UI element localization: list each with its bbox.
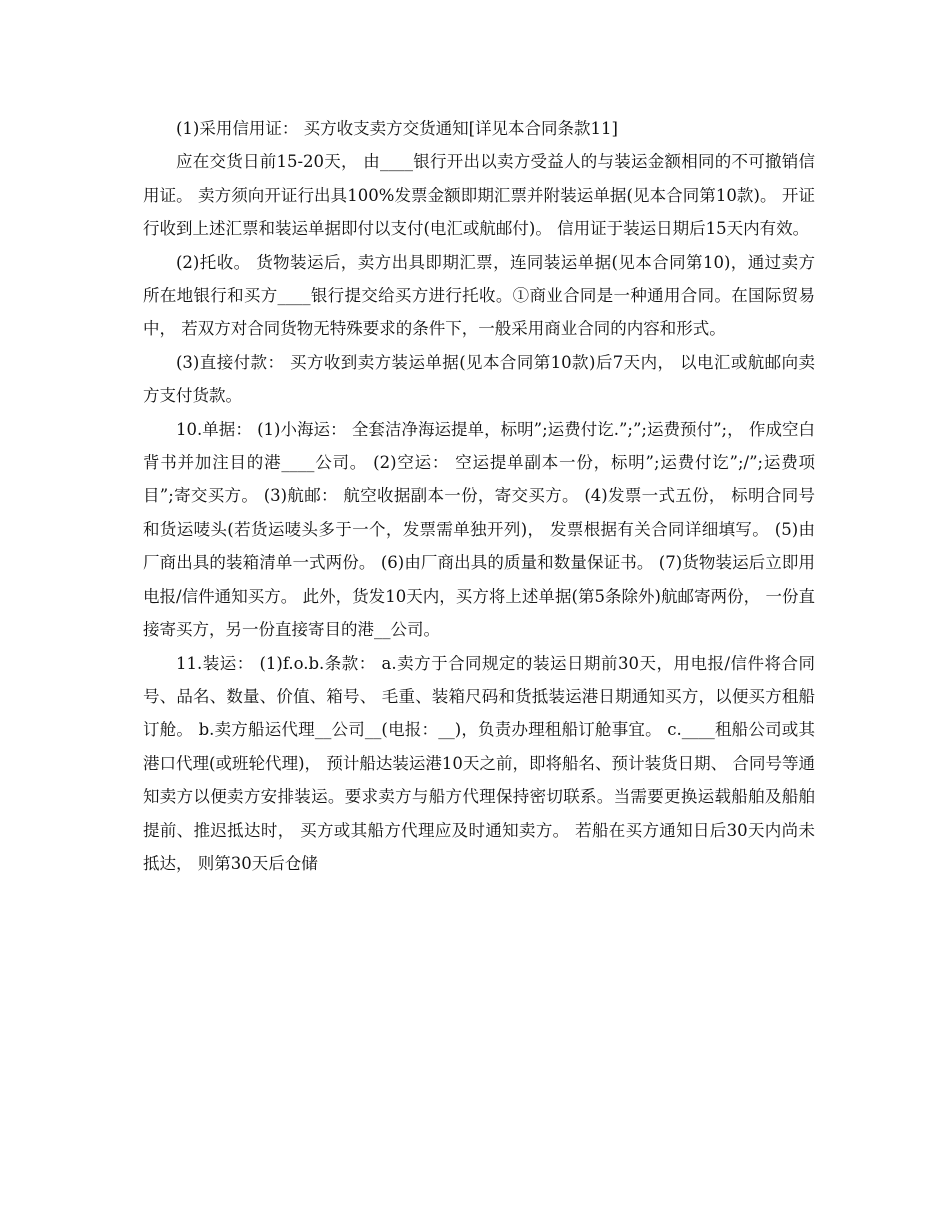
paragraph-shipment: 11.装运： (1)f.o.b.条款： a.卖方于合同规定的装运日期前30天，用电报/信件将合同号、品名、数量、价值、箱号、 毛重、装箱尺码和货抵装运港日期通知买方，以便买方租船订舱。 b.卖方船运代理__公司__(电报：__)，负责办理租船订舱事宜。 c.____租船公司或其港口代理(或班轮代理)， 预计船达装运港10天之前，即将船名、预计装货日期、 合同号等通知卖方以便卖方安排装运。要求卖方与船方代理保持密切联系。当需要更换运载船舶及船舶提前、推迟抵达时， 买方或其船方代理应及时通知卖方。 若船在买方通知日后30天内尚未抵达， 则第30天后仓储 xyxy=(143,653,815,873)
paragraph-collection: (2)托收。 货物装运后，卖方出具即期汇票，连同装运单据(见本合同第10)，通过卖方所在地银行和买方____银行提交给买方进行托收。①商业合同是一种通用合同。在国际贸易中， 若双方对合同货物无特殊要求的条件下，一般采用商业合同的内容和形式。 xyxy=(143,252,815,339)
paragraph-documents: 10.单据： (1)小海运： 全套洁净海运提单，标明”;运费付讫.”;”;运费预付”;， 作成空白背书并加注目的港____公司。 (2)空运： 空运提单副本一份，标明”;运费付讫”;/”;运费项目”;寄交买方。 (3)航邮： 航空收据副本一份，寄交买方。 (4)发票一式五份， 标明合同号和货运唛头(若货运唛头多于一个，发票需单独开列)， 发票根据有关合同详细填写。 (5)由厂商出具的装箱清单一式两份。 (6)由厂商出具的质量和数量保证书。 (7)货物装运后立即用电报/信件通知买方。 此外，货发10天内，买方将上述单据(第5条除外)航邮寄两份， 一份直接寄买方，另一份直接寄目的港__公司。 xyxy=(143,419,815,640)
document-body xyxy=(143,112,815,880)
paragraph-letter-of-credit: (1)采用信用证： 买方收支卖方交货通知[详见本合同条款11] xyxy=(176,119,618,138)
paragraph-direct-payment: (3)直接付款： 买方收到卖方装运单据(见本合同第10款)后7天内， 以电汇或航邮向卖方支付货款。 xyxy=(143,352,815,406)
paragraph-letter-of-credit-details: 应在交货日前15-20天， 由____银行开出以卖方受益人的与装运金额相同的不可撤销信用证。 卖方须向开证行出具100%发票金额即期汇票并附装运单据(见本合同第10款)。 开证行收到上述汇票和装运单据即付以支付(电汇或航邮付)。 信用证于装运日期后15天内有效。 xyxy=(143,152,815,239)
